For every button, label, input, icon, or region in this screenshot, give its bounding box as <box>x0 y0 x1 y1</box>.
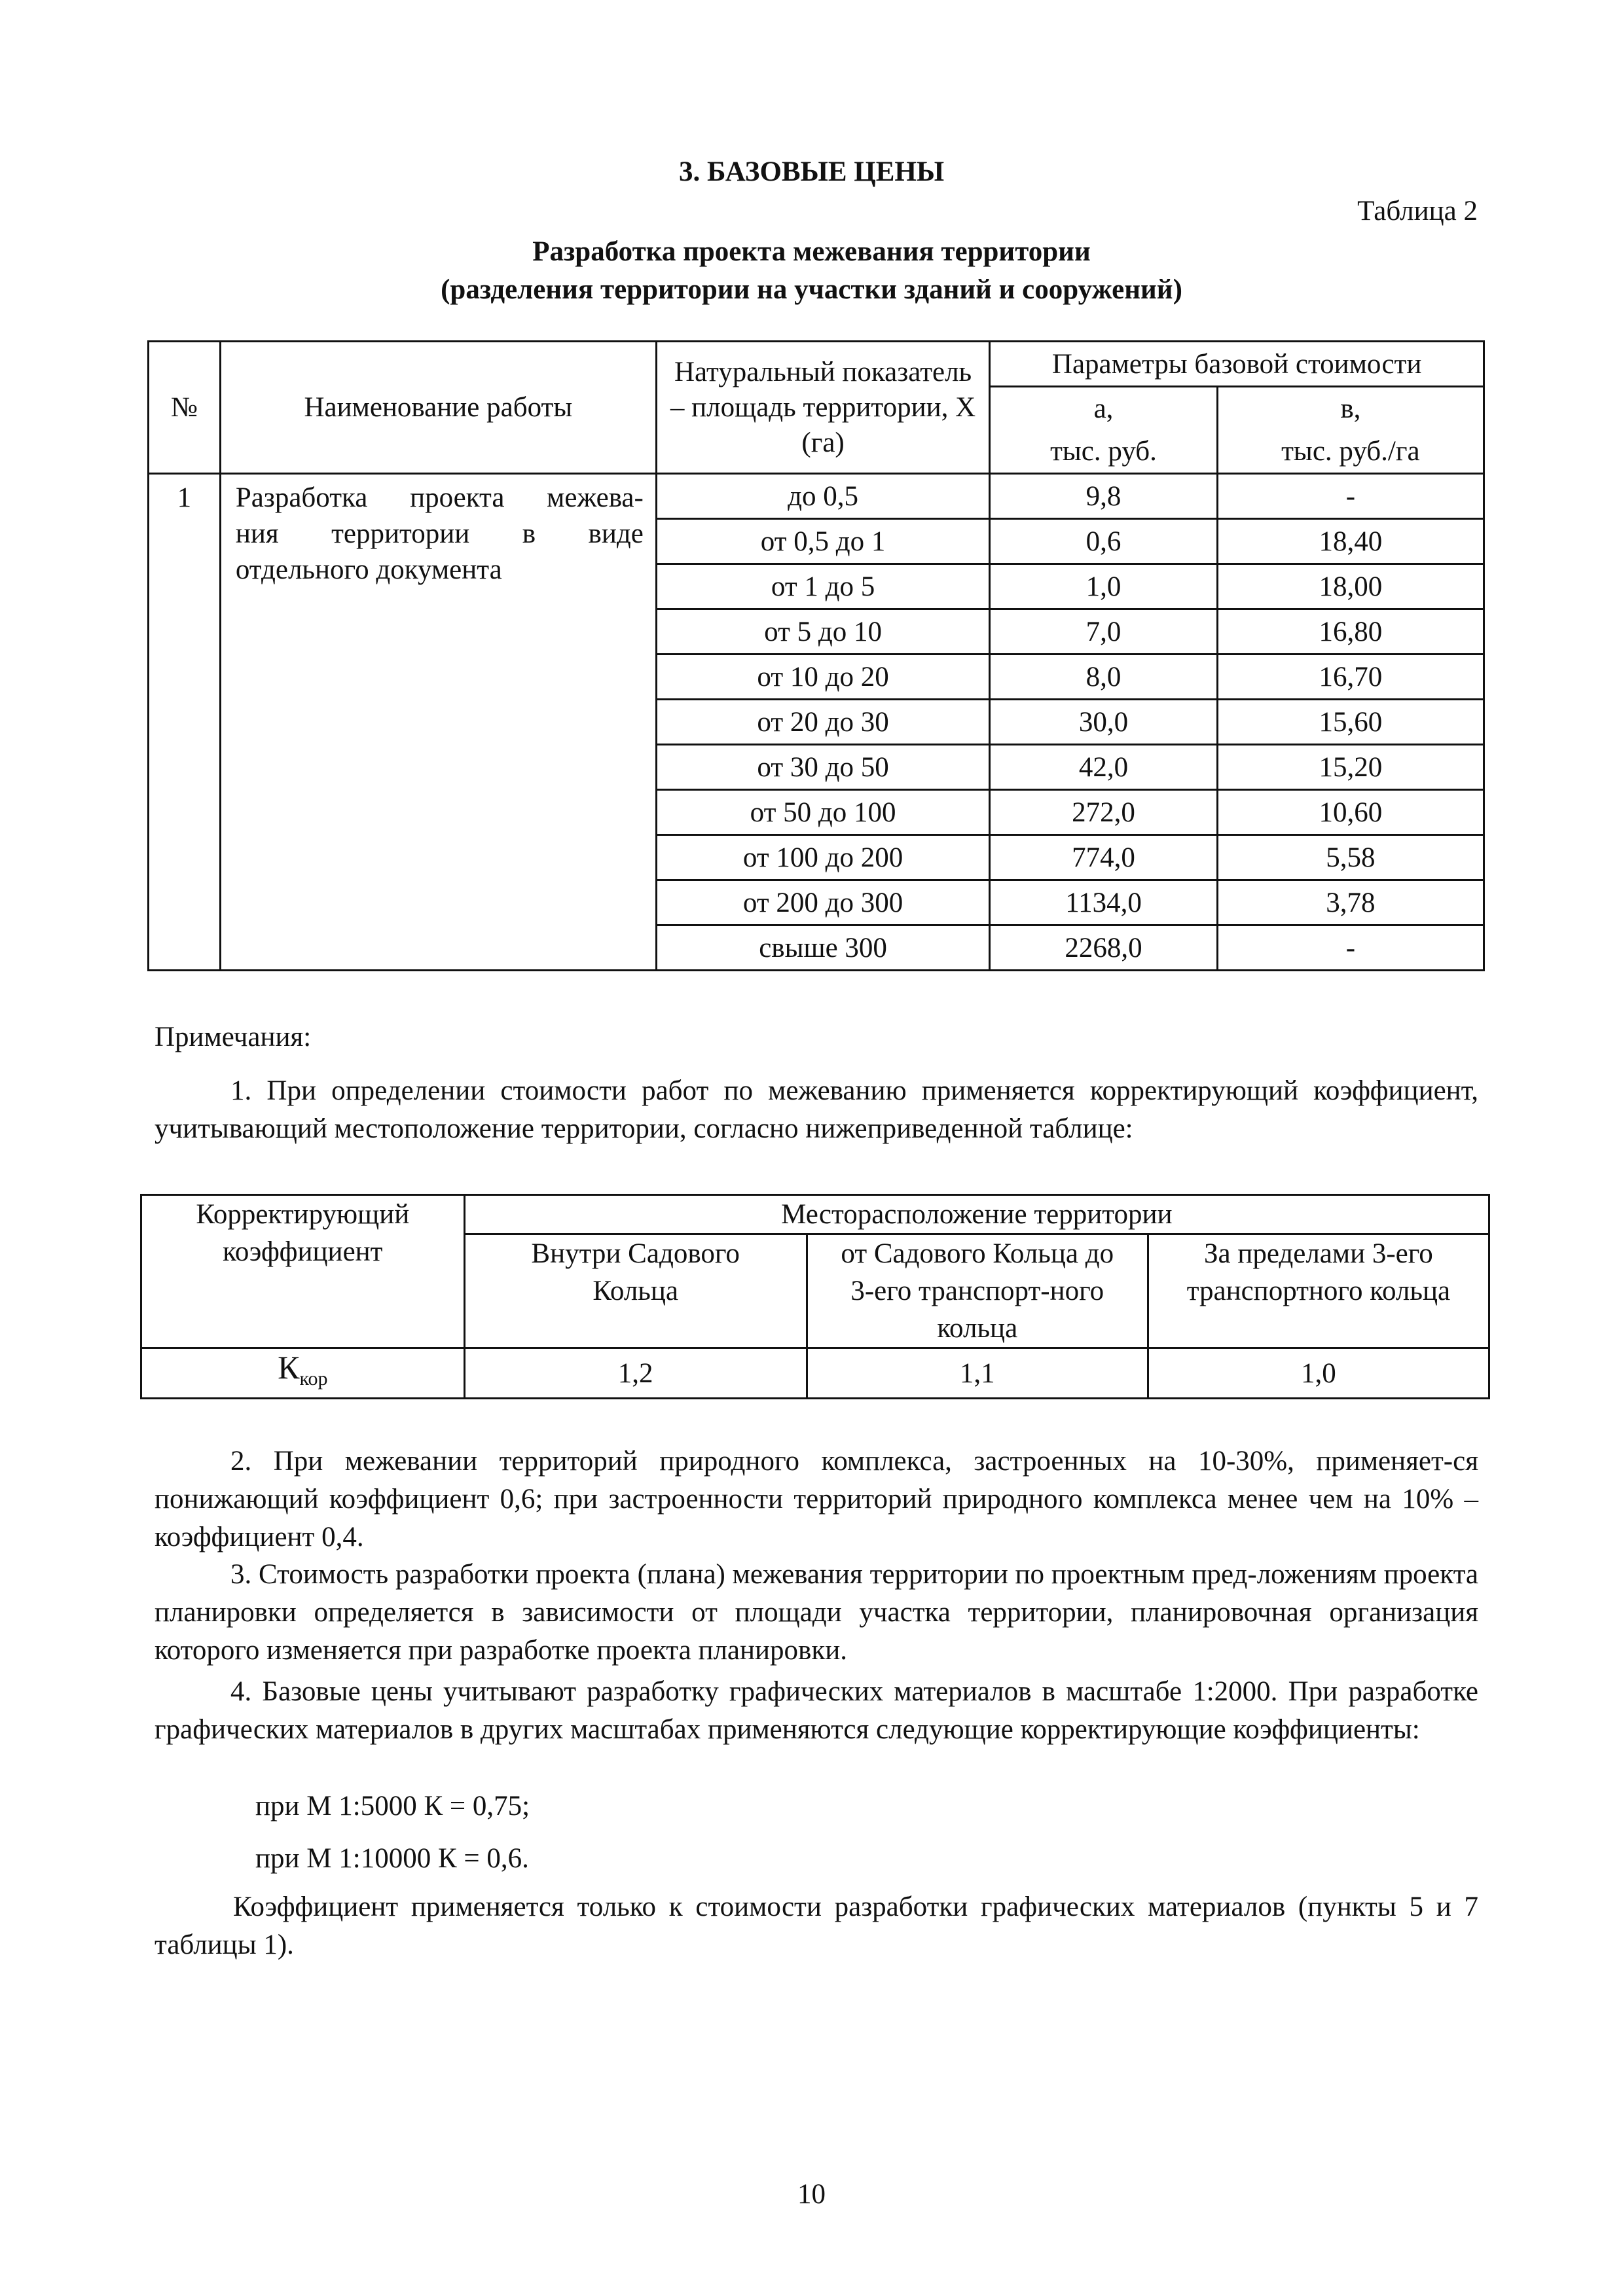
header-location: Месторасположение территории <box>464 1195 1489 1234</box>
work-name-cell <box>220 474 656 971</box>
header-params: Параметры базовой стоимости <box>990 342 1484 387</box>
header-b-label: в, <box>1340 393 1361 424</box>
header-coefficient <box>141 1195 465 1348</box>
b-cell: 10,60 <box>1217 790 1484 835</box>
work-name-line-2: ния территории в виде <box>235 518 644 549</box>
header-outside-ring-text: За пределами 3-его транспортного кольца <box>1186 1238 1451 1306</box>
range-cell: от 20 до 30 <box>656 700 989 745</box>
header-indicator-text: Натуральный показатель – площадь территории, Х (га) <box>670 356 976 458</box>
range-cell: от 0,5 до 1 <box>656 519 989 564</box>
value-between: 1,1 <box>807 1348 1148 1399</box>
subtitle-line-1: Разработка проекта межевания территории <box>532 236 1091 267</box>
range-cell: от 100 до 200 <box>656 835 989 880</box>
range-cell: от 30 до 50 <box>656 745 989 790</box>
work-name-line-1: Разработка проекта межева- <box>235 482 644 513</box>
range-cell: свыше 300 <box>656 925 989 971</box>
note-3: 3. Стоимость разработки проекта (плана) межевания территории по проектным пред-ложениям проекта планировки определяется в зависимости от площади участка территории, планировочная организация которого изменяется при разработке проекта планировки. <box>155 1559 1478 1666</box>
b-cell: - <box>1217 474 1484 519</box>
header-b <box>1217 387 1484 474</box>
formula-1: при М 1:5000 К = 0,75; <box>255 1791 530 1821</box>
a-cell: 1,0 <box>990 564 1217 609</box>
value-inside: 1,2 <box>464 1348 807 1399</box>
a-cell: 0,6 <box>990 519 1217 564</box>
a-cell: 8,0 <box>990 655 1217 700</box>
header-b-unit: тыс. руб./га <box>1281 436 1420 467</box>
work-name-line-3: отдельного документа <box>235 554 502 585</box>
header-between-rings-text: от Садового Кольца до 3-его транспорт-ного кольца <box>841 1238 1114 1344</box>
b-cell: 3,78 <box>1217 880 1484 925</box>
notes-heading: Примечания: <box>155 1022 312 1052</box>
header-inside-ring-text: Внутри Садового Кольца <box>531 1238 740 1306</box>
a-cell: 7,0 <box>990 609 1217 655</box>
range-cell: от 50 до 100 <box>656 790 989 835</box>
value-outside: 1,0 <box>1148 1348 1489 1399</box>
range-cell: от 10 до 20 <box>656 655 989 700</box>
b-cell: 15,60 <box>1217 700 1484 745</box>
b-cell: 18,00 <box>1217 564 1484 609</box>
k-subscript: кор <box>299 1368 328 1390</box>
header-inside-ring <box>464 1234 807 1348</box>
b-cell: 16,80 <box>1217 609 1484 655</box>
page-number: 10 <box>797 2179 826 2210</box>
section-title: 3. БАЗОВЫЕ ЦЕНЫ <box>678 156 945 187</box>
formula-2: при М 1:10000 К = 0,6. <box>255 1843 529 1874</box>
table-row <box>141 1348 1489 1399</box>
a-cell: 1134,0 <box>990 880 1217 925</box>
a-cell: 30,0 <box>990 700 1217 745</box>
note-5: Коэффициент применяется только к стоимости разработки графических материалов (пункты 5 и 7 таблицы 1). <box>155 1892 1478 1960</box>
a-cell: 9,8 <box>990 474 1217 519</box>
header-no: № <box>149 342 221 474</box>
table-number: Таблица 2 <box>1357 196 1478 226</box>
range-cell: до 0,5 <box>656 474 989 519</box>
b-cell: - <box>1217 925 1484 971</box>
b-cell: 15,20 <box>1217 745 1484 790</box>
header-a-label: а, <box>1093 393 1114 424</box>
b-cell: 18,40 <box>1217 519 1484 564</box>
header-indicator <box>656 342 989 474</box>
table-subtitle <box>0 233 1623 309</box>
header-coefficient-text: Корректирующий коэффициент <box>196 1199 410 1267</box>
row-number: 1 <box>149 474 221 971</box>
header-a-unit: тыс. руб. <box>1050 436 1157 467</box>
header-between-rings <box>807 1234 1148 1348</box>
k-symbol: К <box>278 1349 300 1386</box>
range-cell: от 200 до 300 <box>656 880 989 925</box>
subtitle-line-2: (разделения территории на участки зданий и сооружений) <box>441 274 1182 305</box>
header-work-name: Наименование работы <box>220 342 656 474</box>
a-cell: 42,0 <box>990 745 1217 790</box>
b-cell: 16,70 <box>1217 655 1484 700</box>
range-cell: от 1 до 5 <box>656 564 989 609</box>
range-cell: от 5 до 10 <box>656 609 989 655</box>
k-cor-cell <box>141 1348 465 1399</box>
a-cell: 774,0 <box>990 835 1217 880</box>
b-cell: 5,58 <box>1217 835 1484 880</box>
header-outside-ring <box>1148 1234 1489 1348</box>
header-a <box>990 387 1217 474</box>
base-price-table <box>147 340 1485 971</box>
a-cell: 2268,0 <box>990 925 1217 971</box>
note-1: 1. При определении стоимости работ по межеванию применяется корректирующий коэффициент, учитывающий местоположение территории, согласно нижеприведенной таблице: <box>155 1075 1478 1144</box>
correction-coefficient-table <box>140 1194 1490 1399</box>
a-cell: 272,0 <box>990 790 1217 835</box>
note-4: 4. Базовые цены учитывают разработку графических материалов в масштабе 1:2000. При разработке графических материалов в других масштабах применяются следующие корректирующие коэффициенты: <box>155 1676 1478 1745</box>
note-2: 2. При межевании территорий природного комплекса, застроенных на 10-30%, применяет-ся понижающий коэффициент 0,6; при застроенности территорий природного комплекса менее чем на 10% – коэффициент 0,4. <box>155 1446 1478 1552</box>
